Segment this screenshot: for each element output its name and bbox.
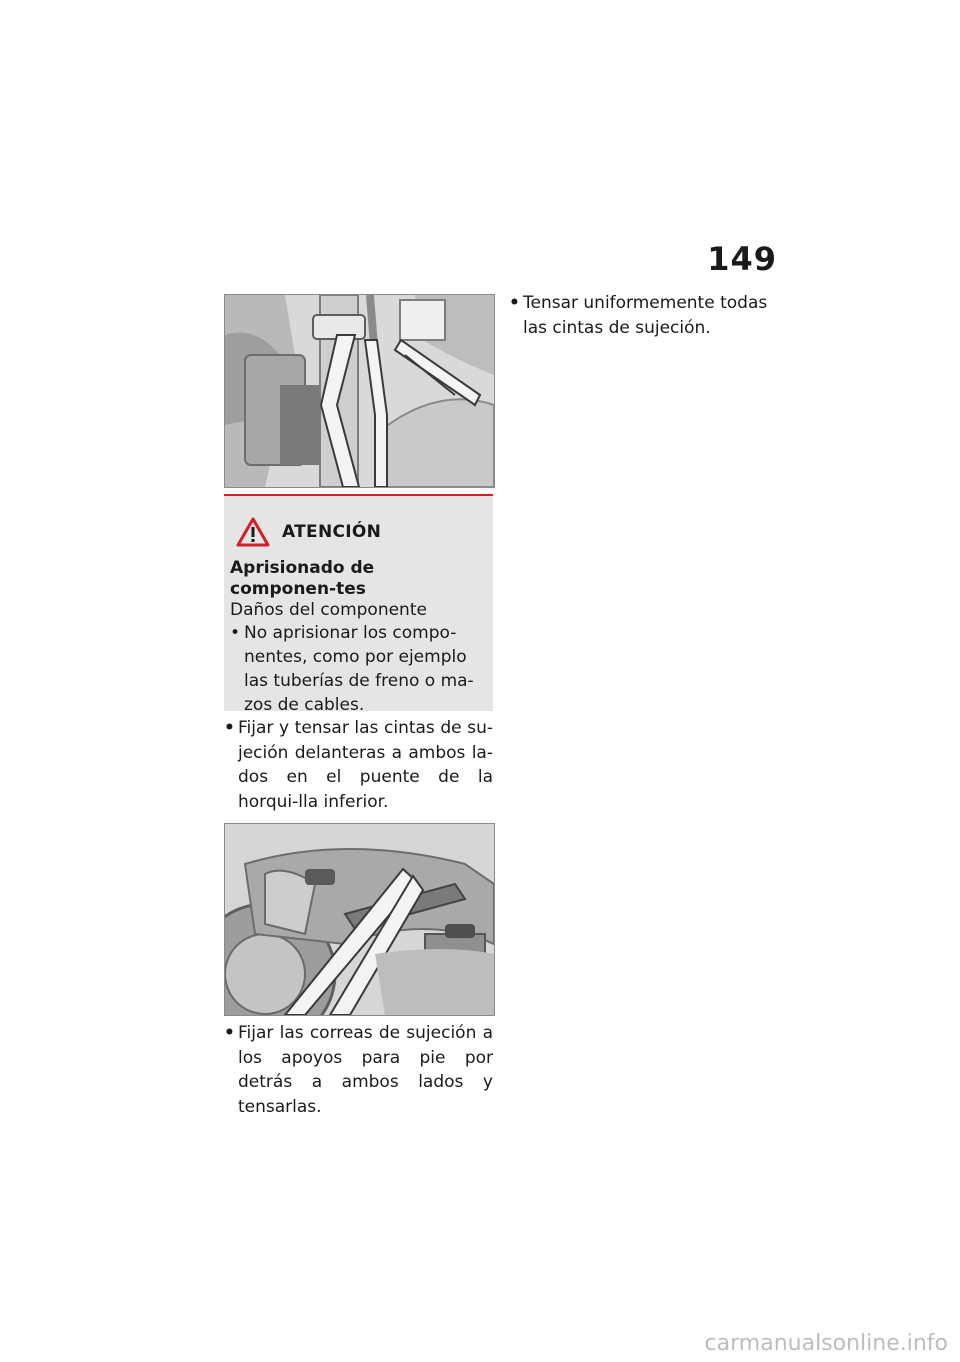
step-item-front-straps: • Fijar y tensar las cintas de su-jeción delanteras a ambos la-dos en el puente de la horqui-lla inferior. [224,716,493,814]
warning-list [230,621,479,717]
warning-header [236,518,479,546]
steps-list-2 [224,1021,493,1119]
step-item-footrest-straps: • Fijar las correas de sujeción a los apoyos para pie por detrás a ambos lados y tensarlas. [224,1021,493,1119]
warning-subtitle: Aprisionado de componen-tes [230,558,375,599]
figure-front-fork-straps [224,294,495,488]
warning-consequence: Daños del componente [230,600,427,620]
motorcycle-front-fork-straps-illustration-icon [225,295,494,487]
warning-triangle-icon [236,517,270,547]
warning-list-item: • No aprisionar los compo-nentes, como por ejemplo las tuberías de freno o ma-zos de cables. [230,621,479,717]
step-item-tension-all: • Tensar uniformemente todas las cintas de sujeción. [509,291,771,340]
steps-list-1 [224,716,493,814]
page-number: 149 [707,240,777,278]
motorcycle-footrest-straps-illustration-icon [225,824,494,1015]
watermark: carmanualsonline.info [704,1331,948,1356]
figure-footrest-straps [224,823,495,1016]
warning-title: ATENCIÓN [282,522,382,542]
steps-list-3 [509,291,771,340]
warning-box [224,494,493,715]
